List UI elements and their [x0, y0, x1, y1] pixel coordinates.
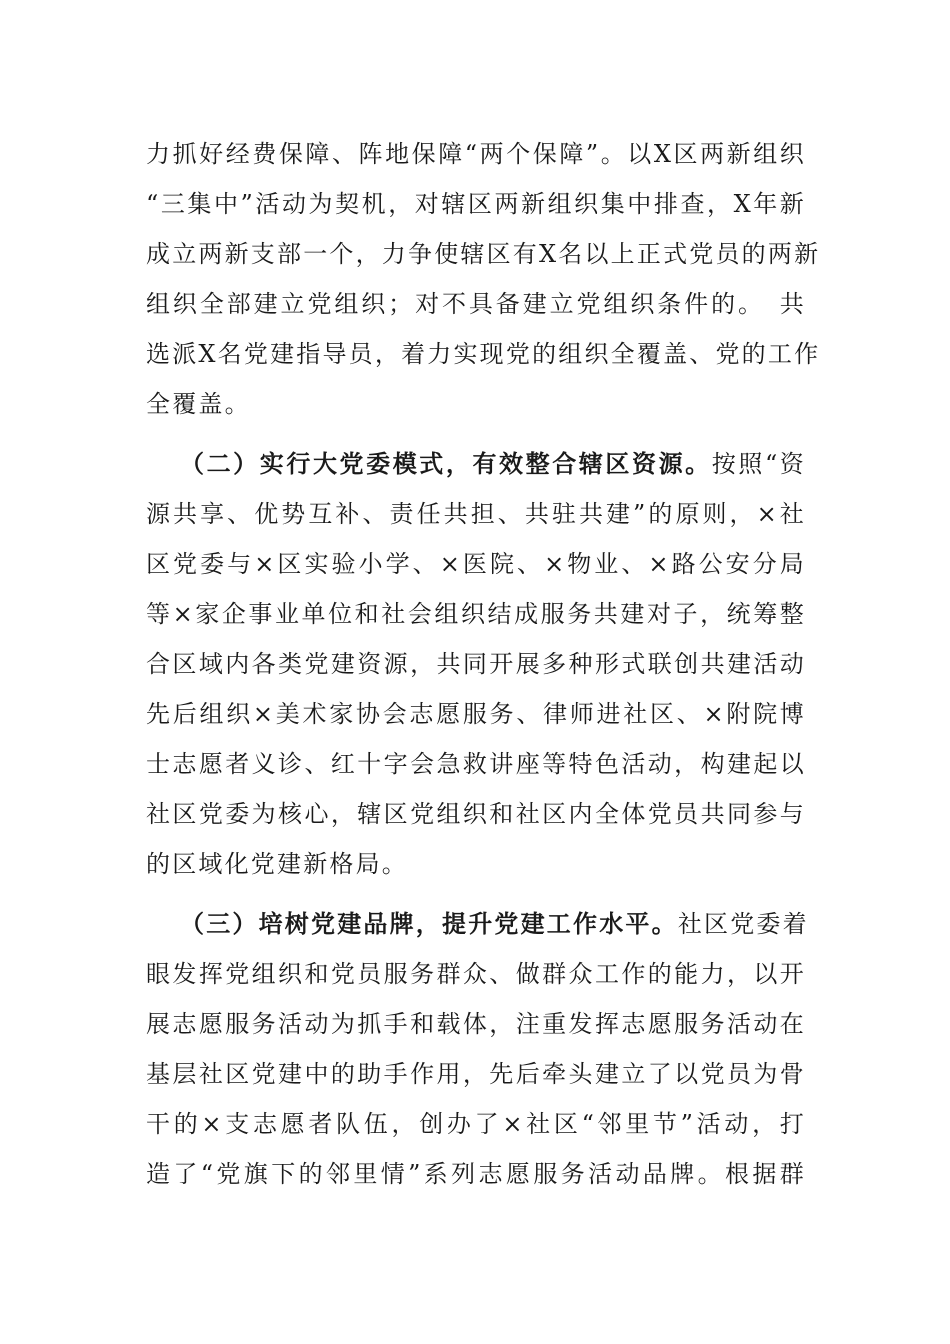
para3-line-3: 展志愿服务活动为抓手和载体，注重发挥志愿服务活动在 [146, 1010, 806, 1038]
para2-line-7: 士志愿者义诊、红十字会急救讲座等特色活动，构建起以 [146, 750, 806, 778]
para1-line-6: 全覆盖。 [146, 390, 251, 418]
para1-line-5: 选派X名党建指导员，着力实现党的组织全覆盖、党的工作 [146, 340, 821, 368]
para2-line-6: 先后组织×美术家协会志愿服务、律师进社区、×附院博 [146, 700, 806, 728]
para2-heading: （二）实行大党委模式，有效整合辖区资源。 [180, 449, 712, 478]
para2-line-2: 源共享、优势互补、责任共担、共驻共建”的原则，×社 [146, 500, 806, 528]
para3-first-line [180, 907, 809, 941]
para2-line-9: 的区域化党建新格局。 [146, 850, 408, 878]
para3-first-line-rest: 社区党委着 [677, 910, 809, 938]
para3-line-5: 干的×支志愿者队伍，创办了×社区“邻里节”活动，打 [146, 1110, 806, 1138]
para1-line-3: 成立两新支部一个，力争使辖区有X名以上正式党员的两新 [146, 240, 821, 268]
para1-line-4: 组织全部建立党组织；对不具备建立党组织条件的。 共 [146, 290, 806, 318]
para3-heading: （三）培树党建品牌，提升党建工作水平。 [180, 909, 678, 938]
para3-line-6: 造了“党旗下的邻里情”系列志愿服务活动品牌。根据群 [146, 1160, 806, 1188]
para3-line-4: 基层社区党建中的助手作用，先后牵头建立了以党员为骨 [146, 1060, 806, 1088]
para2-line-8: 社区党委为核心，辖区党组织和社区内全体党员共同参与 [146, 800, 806, 828]
para2-first-line-rest: 按照“资 [711, 450, 806, 478]
para1-line-1: 力抓好经费保障、阵地保障“两个保障”。以X区两新组织 [146, 140, 806, 168]
para2-line-5: 合区域内各类党建资源，共同开展多种形式联创共建活动 [146, 650, 806, 678]
para2-first-line [180, 447, 806, 481]
para3-line-2: 眼发挥党组织和党员服务群众、做群众工作的能力，以开 [146, 960, 806, 988]
para1-line-2: “三集中”活动为契机，对辖区两新组织集中排查，X年新 [146, 190, 806, 218]
para2-line-4: 等×家企事业单位和社会组织结成服务共建对子，统筹整 [146, 600, 806, 628]
para2-line-3: 区党委与×区实验小学、×医院、×物业、×路公安分局 [146, 550, 806, 578]
